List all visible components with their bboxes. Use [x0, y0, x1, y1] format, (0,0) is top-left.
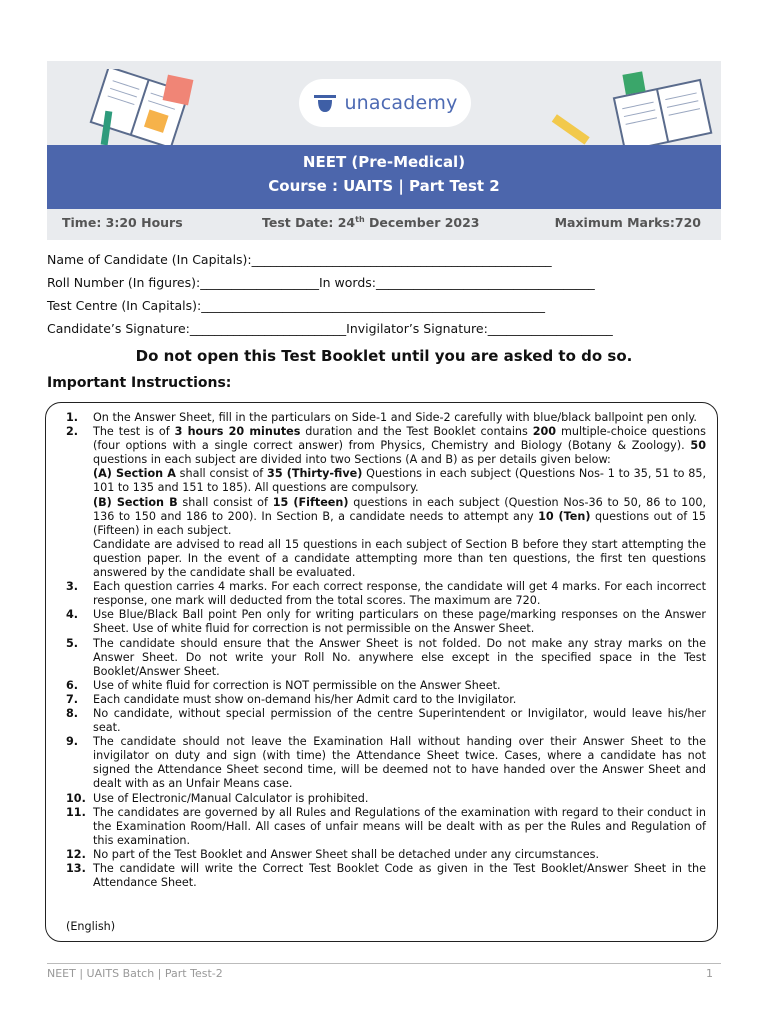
instruction-item: 3. Each question carries 4 marks. For each correct response, the candidate will get 4 marks. For each incorrect response, one mark will deducted from the total scores. The maximum are 720.	[66, 580, 706, 608]
page-number: 1	[706, 967, 713, 980]
course-title: Course : UAITS | Part Test 2	[268, 177, 500, 195]
footer-divider	[47, 963, 721, 964]
brand-logo	[299, 79, 471, 127]
signature-fields[interactable]: Candidate’s Signature:_________________________Invigilator’s Signature:____________________	[47, 321, 613, 336]
footer-text: NEET | UAITS Batch | Part Test-2	[47, 967, 223, 980]
section-b-details: (B) Section B shall consist of 15 (Fifteen) questions in each subject (Question Nos-36 to 50, 86 to 100, 136 to 150 and 186 to 200). In Section B, a candidate needs to attempt any 10 (Ten) questions out of 15 (Fifteen) in each subject.	[93, 495, 706, 537]
instruction-item: 13. The candidate will write the Correct Test Booklet Code as given in the Test Booklet/Answer Sheet in the Attendance Sheet.	[66, 862, 706, 890]
instruction-item: 8. No candidate, without special permission of the centre Superintendent or Invigilator, would leave his/her seat.	[66, 706, 706, 735]
test-duration: Time: 3:20 Hours	[62, 215, 183, 230]
roll-number-field[interactable]: Roll Number (In figures):___________________In words:___________________________________	[47, 275, 595, 290]
sticky-note-icon	[159, 71, 199, 111]
exam-title: NEET (Pre-Medical)	[302, 153, 466, 171]
candidate-name-field[interactable]: Name of Candidate (In Capitals):________________________________________________	[47, 252, 552, 267]
instruction-item: 5. The candidate should ensure that the Answer Sheet is not folded. Do not make any stray marks on the Answer Sheet. Do not write your Roll No. anywhere else except in the specified space in the Test Booklet/Answer Sheet.	[66, 636, 706, 678]
section-b-advice: Candidate are advised to read all 15 questions in each subject of Section B before they start attempting the question paper. In the event of a candidate attempting more than ten questions, the first ten questions answered by the candidate shall be evaluated.	[93, 537, 706, 580]
instruction-item: 2. The test is of 3 hours 20 minutes duration and the Test Booklet contains 200 multiple-choice questions (four options with a single correct answer) from Physics, Chemistry and Biology (Botany & Zoology). 50 questions in each subject are divided into two Sections (A and B) as per details given below:	[66, 425, 706, 467]
section-a-details: (A) Section A shall consist of 35 (Thirty-five) Questions in each subject (Questions Nos- 1 to 35, 51 to 85, 101 to 135 and 151 to 185). All questions are compulsory.	[93, 467, 707, 495]
pencil-icon	[87, 109, 127, 149]
instruction-item: 10. Use of Electronic/Manual Calculator is prohibited.	[66, 791, 369, 805]
test-date: Test Date: 24th December 2023	[262, 215, 480, 231]
instruction-item: 11. The candidates are governed by all Rules and Regulations of the examination with regard to their conduct in the Examination Room/Hall. All cases of unfair means will be dealt with as per the Rules and Regulation of this examination.	[66, 805, 706, 847]
instruction-item: 7. Each candidate must show on-demand his/her Admit card to the Invigilator.	[66, 692, 517, 706]
test-centre-field[interactable]: Test Centre (In Capitals):_______________________________________________________	[47, 298, 545, 313]
brand-name: unacademy	[344, 92, 458, 114]
instruction-item: 6. Use of white fluid for correction is NOT permissible on the Answer Sheet.	[66, 678, 501, 692]
maximum-marks: Maximum Marks:720	[554, 215, 701, 230]
booklet-warning: Do not open this Test Booklet until you are asked to do so.	[135, 347, 633, 365]
instructions-box	[45, 402, 718, 942]
instructions-list	[66, 411, 706, 890]
open-book-illustration	[602, 71, 717, 151]
instruction-item: 4. Use Blue/Black Ball point Pen only for writing particulars on these page/marking responses on the Answer Sheet. Use of white fluid for correction is not permissible on the Answer Sheet.	[66, 608, 706, 636]
instruction-item: 1. On the Answer Sheet, fill in the particulars on Side-1 and Side-2 carefully with blue/black ballpoint pen only.	[66, 411, 697, 424]
instruction-item: 12. No part of the Test Booklet and Answer Sheet shall be detached under any circumstances.	[66, 847, 600, 861]
language-note: (English)	[66, 920, 116, 933]
unacademy-logo-icon	[312, 92, 338, 114]
instruction-item: 9. The candidate should not leave the Examination Hall without handing over their Answer Sheet to the invigilator on duty and sign (with time) the Attendance Sheet twice. Cases, where a candidate has not signed the Attendance Sheet second time, will be deemed not to have handed over the Answer Sheet and dealt with as an Unfair Means case.	[66, 735, 706, 791]
header-banner	[47, 61, 721, 240]
exam-info-row	[47, 213, 721, 235]
instructions-heading: Important Instructions:	[47, 375, 232, 391]
